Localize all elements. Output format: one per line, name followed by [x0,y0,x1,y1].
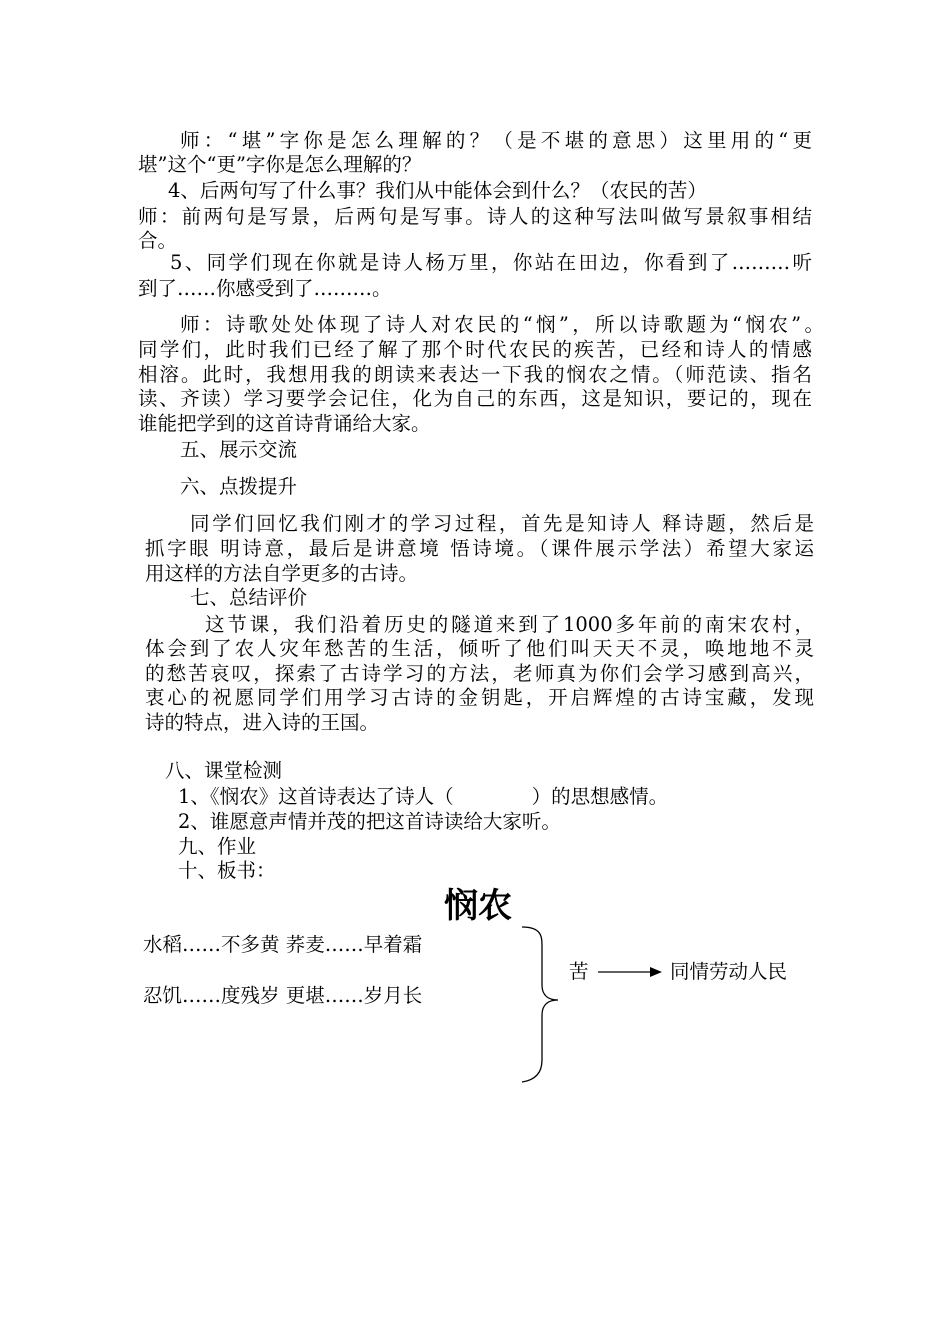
paragraph-line: 师：诗歌处处体现了诗人对农民的“悯”，所以诗歌题为“悯农”。 [180,313,824,336]
board-bitter: 苦 [569,960,589,983]
section-heading: 八、课堂检测 [165,759,283,782]
paragraph-line: 同学们回忆我们刚才的学习过程，首先是知诗人 释诗题，然后是 [190,512,814,535]
paragraph-line: 这节课，我们沿着历史的隧道来到了1000多年前的南宋农村， [205,613,814,636]
paragraph-line: 谁能把学到的这首诗背诵给大家。 [138,412,431,435]
question-item: 1、《悯农》这首诗表达了诗人（ ）的思想感情。 [178,785,669,808]
paragraph-line: 师：“堪”字你是怎么理解的？（是不堪的意思）这里用的“更 [180,129,812,152]
paragraph-line: 读、齐读）学习要学会记住，化为自己的东西，这是知识，要记的，现在 [138,387,812,410]
paragraph-line: 合。 [138,229,178,252]
paragraph-line: 诗的特点，进入诗的王国。 [145,711,380,734]
section-heading: 九、作业 [178,835,257,858]
paragraph-line: 5、同学们现在你就是诗人杨万里，你站在田边，你看到了………听 [170,251,812,274]
paragraph-line: 用这样的方法自学更多的古诗。 [145,562,419,585]
paragraph-line: 相溶。此时，我想用我的朗读来表达一下我的悯农之情。（师范读、指名 [138,363,812,386]
section-heading: 五、展示交流 [180,438,298,461]
section-heading: 十、板书： [178,859,276,882]
board-line: 忍饥……度残岁 更堪……岁月长 [143,984,423,1007]
paragraph-line: 堪”这个“更”字你是怎么理解的？ [138,153,422,176]
arrow-head [650,967,662,977]
board-title: 悯农 [444,886,512,926]
right-brace-shape [522,927,558,1082]
board-line: 水稻……不多黄 荞麦……早着霜 [143,933,423,956]
paragraph-line: 4、后两句写了什么事？我们从中能体会到什么？（农民的苦） [168,179,707,202]
paragraph-line: 同学们，此时我们已经了解了那个时代农民的疾苦，已经和诗人的情感 [138,338,812,361]
paragraph-line: 体会到了农人灾年愁苦的生活，倾听了他们叫天天不灵，唤地地不灵 [145,637,814,660]
section-heading: 六、点拨提升 [180,475,298,498]
paragraph-line: 衷心的祝愿同学们用学习古诗的金钥匙，开启辉煌的古诗宝藏，发现 [145,686,814,709]
section-heading: 七、总结评价 [190,586,308,609]
paragraph-line: 到了……你感受到了………。 [138,277,392,300]
paragraph-line: 的愁苦哀叹，探索了古诗学习的方法，老师真为你们会学习感到高兴， [145,662,814,685]
question-item: 2、谁愿意声情并茂的把这首诗读给大家听。 [178,810,561,833]
paragraph-line: 师：前两句是写景，后两句是写事。诗人的这种写法叫做写景叙事相结 [138,205,812,228]
board-result: 同情劳动人民 [670,960,788,983]
paragraph-line: 抓字眼 明诗意，最后是讲意境 悟诗境。（课件展示学法）希望大家运 [145,537,814,560]
